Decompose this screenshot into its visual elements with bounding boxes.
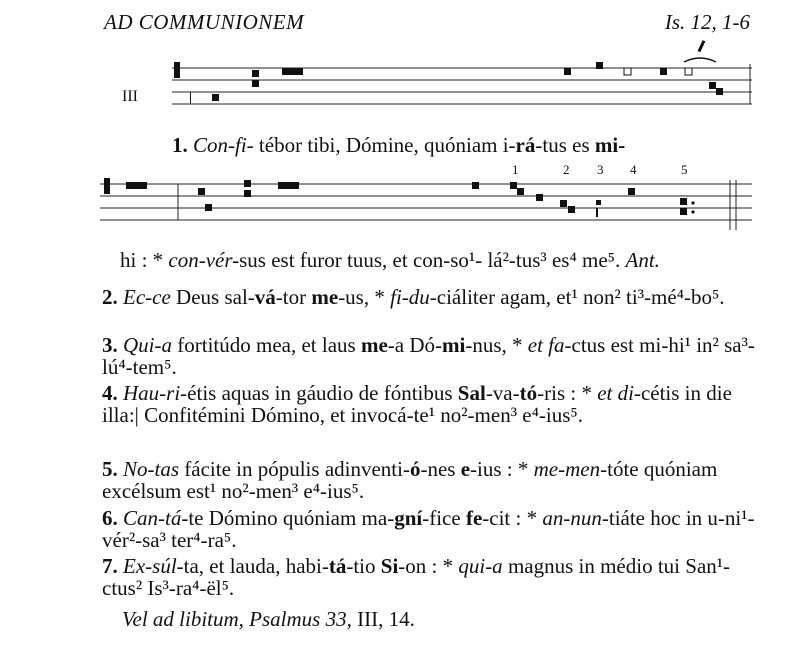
verse-7 xyxy=(102,555,762,599)
verse-text: ctus est mi-hi¹ in² sa³-lú⁴-tem⁵. xyxy=(102,333,755,379)
verse-accent: tá xyxy=(328,554,347,578)
verse-text: -a Dó- xyxy=(387,333,443,357)
verse-number: 2. xyxy=(102,285,118,309)
verse-accent: me xyxy=(360,333,388,357)
verse-intonation: No-tas xyxy=(123,457,180,481)
verse-text: étis aquas in gáudio de fóntibus xyxy=(187,381,453,405)
verse-text: ciáliter agam, et¹ non² ti³-mé⁴-bo⁵. xyxy=(436,285,725,309)
mode-number: III xyxy=(122,88,138,105)
staff-1-neumes xyxy=(174,40,723,104)
verse-number: 3. xyxy=(102,333,118,357)
verse-intonation: fi-du- xyxy=(390,285,437,309)
verse-accent: rá xyxy=(515,133,536,157)
verse-text: te Dómino quóniam ma- xyxy=(188,506,395,530)
verse-text: -cit : * xyxy=(482,506,538,530)
flex-numbers xyxy=(0,162,808,178)
verse-3 xyxy=(102,334,762,378)
verse-intonation: Qui-a xyxy=(123,333,172,357)
verse-text: -nus, * xyxy=(465,333,523,357)
verse-text: Deus sal- xyxy=(176,285,255,309)
verse-text: -fice xyxy=(422,506,461,530)
verse-number: 4. xyxy=(102,381,118,405)
verse-1-line-2 xyxy=(120,248,660,273)
verse-accent: vá xyxy=(254,285,276,309)
antiphon-marker: Ant. xyxy=(625,248,660,272)
verse-text: -ius : * xyxy=(470,457,529,481)
verse-text: -va- xyxy=(485,381,520,405)
verse-intonation: me-men- xyxy=(533,457,608,481)
verse-text: magnus in médio tui San¹-ctus² Is³-ra⁴-ël⁵. xyxy=(102,554,731,600)
verse-intonation: qui-a xyxy=(458,554,503,578)
flex-number: 5 xyxy=(681,162,688,177)
footer-roman: III, xyxy=(357,607,384,631)
verse-6 xyxy=(102,507,762,551)
verse-intonation: Can-tá- xyxy=(123,506,189,530)
verse-text: hi : * xyxy=(120,248,164,272)
verse-accent: mi- xyxy=(594,133,626,157)
verse-text: -us, * xyxy=(338,285,385,309)
verse-accent: Si xyxy=(380,554,399,578)
footer-text: Vel ad libitum, Psalmus 33, xyxy=(122,607,352,631)
verse-5 xyxy=(102,458,762,502)
verse-text: tóte quóniam excélsum est¹ no²-men³ e⁴-ius⁵. xyxy=(102,457,718,503)
verse-text: -ris : * xyxy=(537,381,592,405)
verse-text: -on : * xyxy=(398,554,454,578)
verse-intonation: con-vér- xyxy=(168,248,240,272)
verse-accent: mi xyxy=(442,333,466,357)
flex-number: 1 xyxy=(512,162,519,177)
verse-text: -tor xyxy=(275,285,307,309)
verse-intonation: et di- xyxy=(597,381,641,405)
verse-accent: e xyxy=(460,457,471,481)
verse-text: tiáte hoc in u-ni¹-vér²-sa³ ter⁴-ra⁵. xyxy=(102,506,755,552)
verse-accent: tó xyxy=(519,381,538,405)
verse-intonation: an-nun- xyxy=(542,506,609,530)
verse-accent: me xyxy=(311,285,339,309)
verse-text: -tio xyxy=(346,554,376,578)
verse-text: sus est furor tuus, et con-so¹- lá²-tus³ es⁴ me⁵. xyxy=(239,248,621,272)
verse-text: fi- xyxy=(235,133,254,157)
verse-text: cétis in die illa:| Confitémini Dómino, et invocá-te¹ no²-men³ e⁴-ius⁵. xyxy=(102,381,732,427)
verse-text: -tus es xyxy=(535,133,590,157)
verse-4 xyxy=(102,382,762,426)
staff-2 xyxy=(100,180,752,230)
verse-1-line-1 xyxy=(172,133,625,158)
verse-text: -nes xyxy=(420,457,456,481)
verse-intonation: Ex-súl- xyxy=(123,554,184,578)
verse-text: fácite in pópulis adinventi- xyxy=(184,457,410,481)
verse-text: i- xyxy=(502,133,516,157)
verse-number: 5. xyxy=(102,457,118,481)
verse-number: 7. xyxy=(102,554,118,578)
flex-number: 4 xyxy=(630,162,637,177)
verse-accent: ó xyxy=(409,457,421,481)
verse-intonation: Hau-ri- xyxy=(123,381,188,405)
footer-note xyxy=(122,607,415,632)
flex-number: 2 xyxy=(563,162,570,177)
verse-accent: fe xyxy=(465,506,483,530)
verse-text: tébor tibi, Dómine, quóniam xyxy=(258,133,498,157)
verse-text: Con- xyxy=(193,133,235,157)
verse-number: 1. xyxy=(172,133,188,157)
verse-intonation: et fa- xyxy=(527,333,572,357)
verse-accent: Sal xyxy=(457,381,486,405)
verse-text: fortitúdo mea, et laus xyxy=(177,333,356,357)
scripture-reference: Is. 12, 1-6 xyxy=(664,10,750,34)
verse-2 xyxy=(102,286,762,308)
verse-accent: gní xyxy=(394,506,423,530)
verse-intonation: Ec-ce xyxy=(123,285,171,309)
footer-number: 14. xyxy=(388,607,415,631)
flex-number: 3 xyxy=(597,162,604,177)
page-title: AD COMMUNIONEM xyxy=(104,10,305,34)
verse-number: 6. xyxy=(102,506,118,530)
verse-text: ta, et lauda, habi- xyxy=(183,554,329,578)
